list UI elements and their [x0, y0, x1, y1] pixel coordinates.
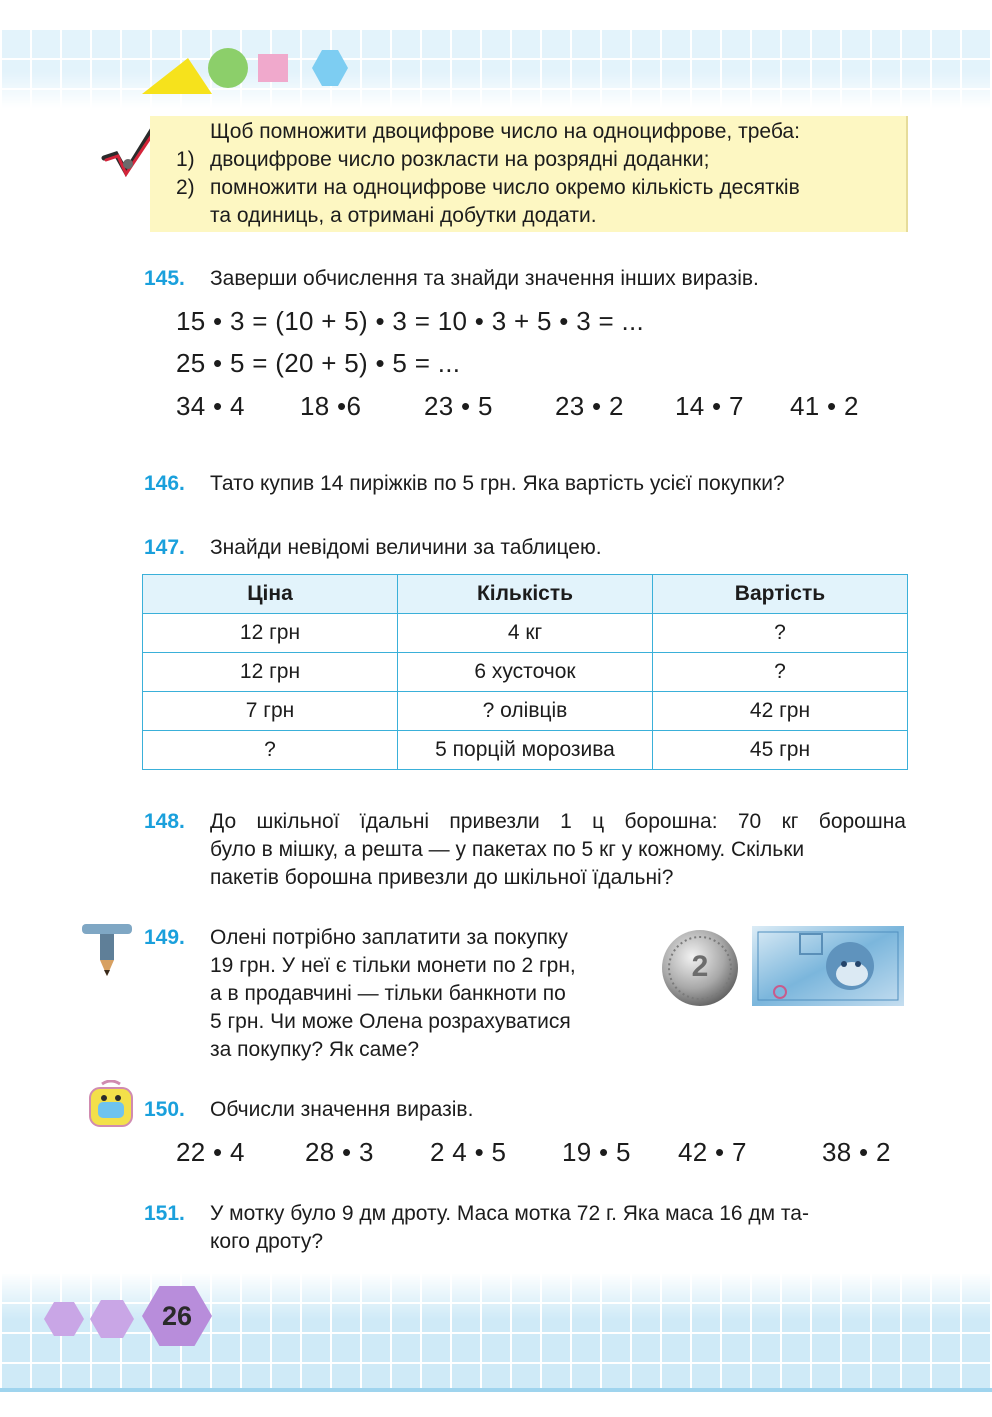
thinking-pencil-icon	[78, 918, 136, 980]
rule-item1: двоцифрове число розкласти на розрядні доданки;	[210, 148, 710, 171]
expression: 23 • 2	[555, 391, 624, 421]
table-cell: 45 грн	[653, 731, 908, 770]
hexagon-shape	[312, 50, 348, 86]
table-row	[143, 692, 908, 731]
table-cell: 12 грн	[143, 614, 398, 653]
exercise-145-line2: 25 • 5 = (20 + 5) • 5 = ...	[176, 348, 461, 378]
exercise-151-number: 151.	[144, 1202, 185, 1225]
expression: 38 • 2	[822, 1137, 891, 1167]
exercise-145-text: Заверши обчислення та знайди значення інших виразів.	[210, 267, 759, 290]
expression: 2 4 • 5	[430, 1137, 507, 1167]
exercise-145-line1: 15 • 3 = (10 + 5) • 3 = 10 • 3 + 5 • 3 = ...	[176, 306, 645, 336]
exercise-151-line2: кого дроту?	[210, 1230, 323, 1253]
expression: 14 • 7	[675, 391, 744, 421]
expression: 42 • 7	[678, 1137, 747, 1167]
rule-item2-line2: та одиниць, а отримані добутки додати.	[210, 204, 597, 227]
expression: 22 • 4	[176, 1137, 245, 1167]
circle-shape	[208, 48, 248, 88]
table-header-price: Ціна	[143, 575, 398, 614]
exercise-150-number: 150.	[144, 1098, 185, 1121]
table-row	[143, 614, 908, 653]
exercise-148-line2: було в мішку, а решта — у пакетах по 5 кг у кожному. Скільки	[210, 838, 805, 861]
table-header-quantity: Кількість	[398, 575, 653, 614]
rule-item2-number: 2)	[176, 176, 195, 199]
table-cell: 6 хусточок	[398, 653, 653, 692]
table-cell: 42 грн	[653, 692, 908, 731]
exercise-151-line1: У мотку було 9 дм дроту. Маса мотка 72 г. Яка маса 16 дм та-	[210, 1202, 809, 1225]
table-cell: 12 грн	[143, 653, 398, 692]
exercise-150-text: Обчисли значення виразів.	[210, 1098, 474, 1121]
exercise-149-line1: Олені потрібно заплатити за покупку	[210, 926, 568, 949]
triangle-shape	[142, 58, 212, 94]
expression: 23 • 5	[424, 391, 493, 421]
exercise-149-line5: за покупку? Як саме?	[210, 1038, 420, 1061]
table-row	[143, 731, 908, 770]
exercise-149-line4: 5 грн. Чи може Олена розрахуватися	[210, 1010, 571, 1033]
square-shape	[258, 54, 288, 82]
price-table	[142, 574, 908, 770]
expression: 18 •6	[300, 391, 362, 421]
table-header-row	[143, 575, 908, 614]
expression: 19 • 5	[562, 1137, 631, 1167]
table-row	[143, 653, 908, 692]
table-cell: 7 грн	[143, 692, 398, 731]
exercise-148-line3: пакетів борошна привезли до шкільної їдальні?	[210, 866, 674, 889]
table-cell: ? олівців	[398, 692, 653, 731]
page-number: 26	[161, 1301, 193, 1331]
exercise-145-number: 145.	[144, 267, 185, 290]
exercise-149-line2: 19 грн. У неї є тільки монети по 2 грн,	[210, 954, 576, 977]
backpack-icon	[84, 1080, 140, 1130]
table-cell: 5 порцій морозива	[398, 731, 653, 770]
expression: 34 • 4	[176, 391, 245, 421]
table-cell: ?	[653, 614, 908, 653]
decor-shapes	[140, 44, 350, 98]
exercise-146-text: Тато купив 14 пиріжків по 5 грн. Яка вартість усієї покупки?	[210, 472, 785, 495]
coin-value: 2	[691, 950, 709, 983]
exercise-149-line3: а в продавчині — тільки банкноти по	[210, 982, 566, 1005]
expression: 41 • 2	[790, 391, 859, 421]
banknote-image	[752, 926, 904, 1006]
exercise-148-line1: До шкільної їдальні привезли 1 ц борошна: 70 кг борошна	[210, 810, 906, 833]
exercise-146-number: 146.	[144, 472, 185, 495]
exercise-148-number: 148.	[144, 810, 185, 833]
table-cell: ?	[143, 731, 398, 770]
expression: 28 • 3	[305, 1137, 374, 1167]
rule-item1-number: 1)	[176, 148, 195, 171]
bottom-divider	[0, 1388, 992, 1392]
rule-item2-line1: помножити на одноцифрове число окремо кількість десятків	[210, 176, 800, 199]
table-header-cost: Вартість	[653, 575, 908, 614]
table-cell: 4 кг	[398, 614, 653, 653]
exercise-147-number: 147.	[144, 536, 185, 559]
exercise-149-number: 149.	[144, 926, 185, 949]
table-cell: ?	[653, 653, 908, 692]
exercise-147-text: Знайди невідомі величини за таблицею.	[210, 536, 602, 559]
rule-intro: Щоб помножити двоцифрове число на одноцифрове, треба:	[210, 120, 800, 143]
